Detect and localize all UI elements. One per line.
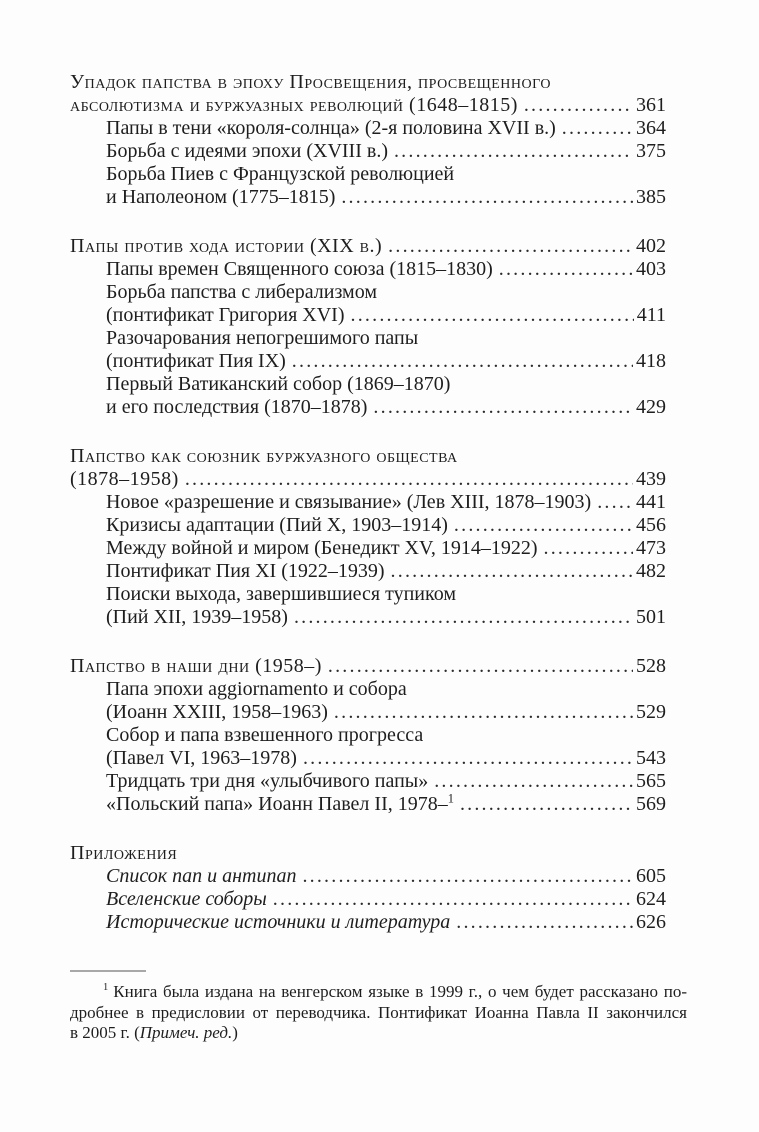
toc-entry-label: Разочарования непогрешимого папы [106,327,419,349]
toc-entry-label: (Пий XII, 1939–1958) [106,606,288,628]
page-number: 456 [636,514,666,536]
toc-entry [70,327,666,350]
toc-entry [70,747,666,770]
dot-leader [499,258,633,281]
toc-entry [70,724,666,747]
toc-entry-label: Борьба с идеями эпохи (XVIII в.) [106,140,388,162]
page-number: 361 [636,94,666,116]
footnote-reference-marker: 1 [447,791,454,806]
toc-entry [70,606,666,629]
toc-heading [70,71,666,94]
toc-entry-label: Борьба Пиев с Французской революцией [106,163,455,185]
page-number: 439 [636,468,666,490]
page-number: 429 [636,396,666,418]
page-number: 624 [636,888,666,910]
toc-heading-label: Папство в наши дни (1958–) [70,655,322,677]
toc-entry [70,140,666,163]
toc-entry [70,117,666,140]
dot-leader [562,117,633,140]
toc-entry-label: Список пап и антипап [106,865,297,887]
page-number: 418 [636,350,666,372]
toc-heading [70,842,666,865]
toc-entry-label: Папы в тени «короля-солнца» (2-я половина XVII в.) [106,117,556,139]
dot-leader [454,514,633,537]
footnote-line-2: дробнее в предисловии от переводчика. Понтификат Иоанна Павла II закончился [70,1002,687,1022]
dot-leader [185,468,633,491]
toc-heading [70,94,666,117]
page-number: 501 [636,606,666,628]
toc-entry-label: Собор и папа взвешенного прогресса [106,724,424,746]
toc-entry-label: Вселенские соборы [106,888,267,910]
toc-entry-label: Новое «разрешение и связывание» (Лев XIII, 1878–1903) [106,491,592,513]
page-number: 364 [636,117,666,139]
toc-entry-label: Между войной и миром (Бенедикт XV, 1914–1922) [106,537,538,559]
toc-entry-label: Папы времен Священного союза (1815–1830) [106,258,493,280]
toc-heading-label: (1878–1958) [70,468,179,490]
toc-entry-label: и его последствия (1870–1878) [106,396,368,418]
toc-heading [70,468,666,491]
toc-entry-label: Понтификат Пия XI (1922–1939) [106,560,385,582]
toc-entry-label: (понтификат Пия IX) [106,350,286,372]
dot-leader [334,701,633,724]
toc-entry [70,537,666,560]
dot-leader [328,655,633,678]
toc-entry [70,373,666,396]
toc-entry-label: «Польский папа» Иоанн Павел II, 1978–$^1$ [106,791,454,815]
page-number: 482 [636,560,666,582]
toc-section-3 [70,445,666,629]
dot-leader [351,304,634,327]
page-number: 543 [636,747,666,769]
toc-section-1 [70,71,666,209]
toc-heading-label: Упадок папства в эпоху Просвещения, просвещенного [70,71,551,93]
toc-entry-label: Поиски выхода, завершившиеся тупиком [106,583,456,605]
page-number: 375 [636,140,666,162]
dot-leader [394,140,633,163]
toc-entry-label: (понтификат Григория XVI) [106,304,345,326]
toc-entry [70,583,666,606]
dot-leader [460,793,633,816]
dot-leader [597,491,633,514]
toc-entry-label: Папа эпохи aggiornamento и собора [106,678,407,700]
toc-entry [70,911,666,934]
page-number: 605 [636,865,666,887]
toc-entry-label: и Наполеоном (1775–1815) [106,186,336,208]
footnote-marker: 1 [103,982,109,994]
page-number: 565 [636,770,666,792]
toc-heading [70,445,666,468]
toc-entry-label: (Павел VI, 1963–1978) [106,747,297,769]
footnote-editor-note: Примеч. ред. [139,1023,233,1042]
dot-leader [373,396,633,419]
toc-heading-label: Приложения [70,842,178,864]
page-number: 402 [636,235,666,257]
dot-leader [524,94,633,117]
toc-entry [70,491,666,514]
toc-entry [70,514,666,537]
toc-entry-label: Кризисы адаптации (Пий X, 1903–1914) [106,514,448,536]
dot-leader [388,235,633,258]
toc-section-2 [70,235,666,419]
toc-entry-label: Исторические источники и литература [106,911,451,933]
toc-entry [70,258,666,281]
toc-entry [70,678,666,701]
footnote-text: в 2005 г. ( [70,1023,140,1042]
toc-entry [70,186,666,209]
page-number: 528 [636,655,666,677]
dot-leader [544,537,633,560]
toc-entry [70,163,666,186]
footnote-line-3 [70,1023,687,1044]
footnote [70,970,687,1044]
dot-leader [302,865,633,888]
page-number: 626 [636,911,666,933]
toc-entry-label: Борьба папства с либерализмом [106,281,377,303]
toc-entry [70,770,666,793]
dot-leader [434,770,633,793]
footnote-separator-rule [70,970,146,972]
toc-entry-label: Первый Ватиканский собор (1869–1870) [106,373,451,395]
footnote-text: Книга была издана на венгерском языке в 1999 г., о чем будет рассказано по- [113,982,687,1001]
toc-entry [70,888,666,911]
toc-entry [70,701,666,724]
toc-heading [70,235,666,258]
toc-heading-label: абсолютизма и буржуазных революций (1648–1815) [70,94,518,116]
toc-entry-label: (Иоанн XXIII, 1958–1963) [106,701,328,723]
page-number: 473 [636,537,666,559]
footnote-line-1 [70,982,687,1003]
page-number: 411 [636,304,666,326]
dot-leader [292,350,633,373]
page-number: 529 [636,701,666,723]
dot-leader [341,186,633,209]
toc-entry [70,560,666,583]
toc-entry [70,304,666,327]
page-number: 385 [636,186,666,208]
toc-heading-label: Папы против хода истории (XIX в.) [70,235,383,257]
toc-heading [70,655,666,678]
footnote-text: ) [232,1023,238,1042]
toc-entry [70,396,666,419]
toc-entry [70,865,666,888]
dot-leader [273,888,633,911]
page-number: 569 [636,793,666,815]
page-number: 403 [636,258,666,280]
toc-entry [70,281,666,304]
toc-entry [70,350,666,373]
toc-heading-label: Папство как союзник буржуазного общества [70,445,458,467]
toc-section-4 [70,655,666,816]
toc-entry [70,793,666,816]
toc-entry-label: Тридцать три дня «улыбчивого папы» [106,770,429,792]
dot-leader [303,747,633,770]
table-of-contents [70,71,666,934]
dot-leader [294,606,633,629]
dot-leader [391,560,633,583]
dot-leader [456,911,633,934]
page-number: 441 [636,491,666,513]
toc-section-5 [70,842,666,934]
